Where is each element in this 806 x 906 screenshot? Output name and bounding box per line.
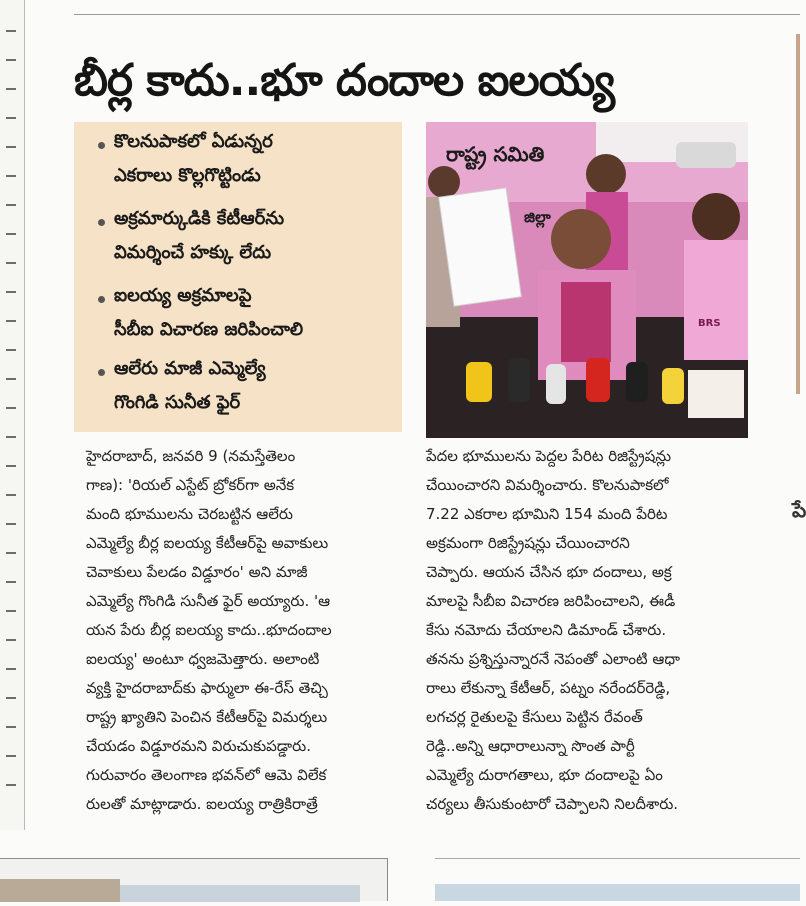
body-line: చర్యలు తీసుకుంటారో చెప్పాలని నిలదీశారు. — [426, 795, 679, 813]
adjacent-text-mark — [6, 755, 16, 757]
adjacent-text-mark — [6, 349, 16, 351]
body-line: లగచర్ల రైతులపై కేసులు పెట్టిన రేవంత్ — [426, 708, 643, 726]
column-divider-left — [24, 0, 25, 830]
bullet-icon — [98, 219, 105, 226]
body-line: రులతో మాట్లాడారు. ఐలయ్య రాత్రికిరాత్రే — [86, 795, 318, 813]
adjacent-text-mark — [6, 88, 16, 90]
adjacent-text-mark — [6, 552, 16, 554]
body-line: మంది భూములను చెరబట్టిన ఆలేరు — [86, 505, 293, 523]
adjacent-text-mark — [6, 784, 16, 786]
highlights-box — [74, 122, 402, 432]
highlight-line: ఐలయ్య అక్రమాలపై — [114, 285, 252, 306]
body-line: ఎమ్మెల్యే దురాగతాలు, భూ దందాలపై ఏం — [426, 766, 663, 784]
adjacent-text-mark — [6, 262, 16, 264]
highlight-line: కొలనుపాకలో ఏడున్నర — [114, 131, 273, 152]
adjacent-text-mark — [6, 320, 16, 322]
bullet-icon — [98, 369, 105, 376]
next-article-photo-right — [435, 884, 800, 901]
body-line: చేయడం విడ్డూరమని విరుచుకుపడ్డారు. — [86, 737, 311, 755]
adjacent-text-mark — [6, 117, 16, 119]
body-line: చెప్పారు. ఆయన చేసిన భూ దందాలు, అక్ర — [426, 563, 672, 581]
body-line: కేసు నమోదు చేయాలని డిమాండ్ చేశారు. — [426, 621, 667, 639]
adjacent-text-mark — [6, 146, 16, 148]
next-photo-illustration — [0, 859, 388, 902]
adjacent-text-mark — [6, 639, 16, 641]
top-rule — [74, 14, 800, 15]
banner-text: జిల్లా — [524, 208, 551, 226]
adjacent-text-mark — [6, 697, 16, 699]
body-line: ఎమ్మెల్యే బీర్ల ఐలయ్య కేటీఆర్‌పై అవాకులు — [86, 534, 329, 552]
highlight-line: ఆలేరు మాజీ ఎమ్మెల్యే — [114, 358, 266, 379]
body-line: యన పేరు బీర్ల ఐలయ్య కాదు..భూదందాల — [86, 621, 332, 639]
headline: బీర్ల కాదు..భూ దందాల ఐలయ్య — [74, 55, 614, 106]
bullet-icon — [98, 142, 105, 149]
adjacent-text-mark — [6, 233, 16, 235]
highlight-line: గొంగిడి సునీత ఫైర్ — [114, 392, 241, 413]
adjacent-text-mark — [6, 523, 16, 525]
body-line: చెవాకులు పేలడం విడ్డూరం' అని మాజీ — [86, 563, 308, 581]
adjacent-text-mark — [6, 610, 16, 612]
body-line: రెడ్డి..అన్ని ఆధారాలున్నా సొంత పార్టీ — [426, 737, 635, 755]
body-line: రాలు లేకున్నా కేటీఆర్, పట్నం నరేందర్‌రెడ్డి, — [426, 679, 671, 697]
body-line: చేయించారని విమర్శించారు. కొలనుపాకలో — [426, 476, 669, 494]
body-line: తనను ప్రశ్నిస్తున్నారనే నెపంతో ఎలాంటి ఆధా — [426, 650, 680, 668]
body-line: అక్రమంగా రిజిస్ట్రేషన్లు చేయించారని — [426, 534, 630, 552]
adjacent-photo-edge — [796, 34, 800, 394]
body-line: మాలపై సీబీఐ విచారణ జరిపించాలని, ఈడీ — [426, 592, 676, 610]
adjacent-text-mark — [6, 175, 16, 177]
body-line: హైదరాబాద్, జనవరి 9 (నమస్తేతెలం — [86, 447, 296, 465]
adjacent-text-mark — [6, 407, 16, 409]
highlight-line: అక్రమార్కుడికి కేటీఆర్‌ను — [114, 208, 285, 229]
section-divider — [435, 858, 800, 859]
body-line: గురువారం తెలంగాణ భవన్‌లో ఆమె విలేక — [86, 766, 327, 784]
body-line: ఐలయ్య' అంటూ ధ్వజమెత్తారు. అలాంటి — [86, 650, 320, 668]
adjacent-text-mark — [6, 581, 16, 583]
adjacent-text-mark — [6, 204, 16, 206]
body-line: ఎమ్మెల్యే గొంగిడి సునీత ఫైర్ అయ్యారు. 'ఆ — [86, 592, 331, 610]
body-line: వ్యక్తి హైదరాబాద్‌కు ఫార్ములా ఈ-రేస్ తెచ్చి — [86, 679, 328, 697]
body-line: రాష్ట్ర ఖ్యాతిని పెంచిన కేటీఆర్‌పై విమర్శలు — [86, 708, 328, 726]
adjacent-column-strip — [0, 0, 24, 830]
body-column-left — [86, 442, 396, 832]
highlight-line: సీబీఐ విచారణ జరిపించాలి — [114, 319, 304, 340]
adjacent-text-mark — [6, 436, 16, 438]
adjacent-text-mark — [6, 291, 16, 293]
adjacent-text-mark — [6, 378, 16, 380]
bullet-icon — [98, 296, 105, 303]
adjacent-text-mark — [6, 30, 16, 32]
banner-text: రాష్ట్ర సమితి — [446, 142, 545, 166]
next-article-photo-left — [0, 858, 388, 901]
adjacent-text-mark — [6, 668, 16, 670]
body-line: 7.22 ఎకరాల భూమిని 154 మంది పేరిట — [426, 505, 668, 523]
adjacent-text-fragment: పే — [792, 498, 806, 522]
party-badge: BRS — [698, 318, 721, 329]
highlight-line: ఎకరాలు కొల్లగొట్టిండు — [114, 165, 261, 186]
adjacent-text-mark — [6, 726, 16, 728]
body-column-right — [426, 442, 756, 832]
adjacent-text-mark — [6, 494, 16, 496]
highlight-line: విమర్శించే హక్కు లేదు — [114, 242, 272, 263]
adjacent-text-mark — [6, 465, 16, 467]
adjacent-text-mark — [6, 59, 16, 61]
press-conference-photo — [426, 122, 748, 438]
body-line: గాణ): 'రియల్ ఎస్టేట్ బ్రోకర్‌గా అనేక — [86, 476, 295, 494]
body-line: పేదల భూములను పెద్దల పేరిట రిజిస్ట్రేషన్లు — [426, 447, 672, 465]
